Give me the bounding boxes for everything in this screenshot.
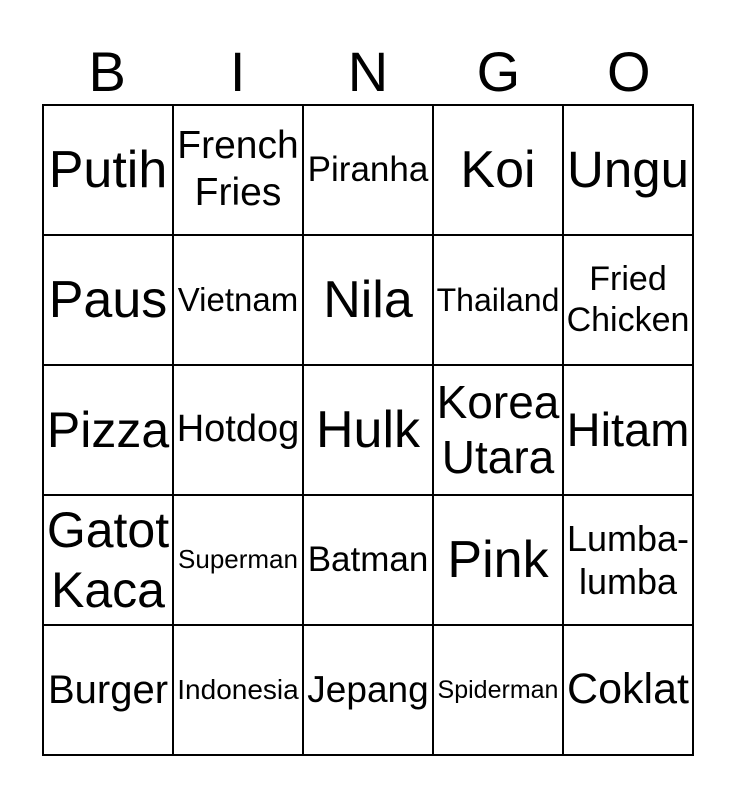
bingo-cell[interactable]: French Fries [173, 105, 303, 235]
bingo-cell[interactable]: Superman [173, 495, 303, 625]
bingo-title-letter: I [229, 40, 246, 103]
bingo-cell[interactable]: Hotdog [173, 365, 303, 495]
bingo-cell[interactable]: Ungu [563, 105, 693, 235]
bingo-cell[interactable]: Burger [43, 625, 173, 755]
bingo-cell[interactable]: Indonesia [173, 625, 303, 755]
bingo-cell[interactable]: Coklat [563, 625, 693, 755]
bingo-cell[interactable]: Lumba-lumba [563, 495, 693, 625]
bingo-cell[interactable]: Piranha [303, 105, 433, 235]
bingo-cell[interactable]: Paus [43, 235, 173, 365]
bingo-cell[interactable]: Pizza [43, 365, 173, 495]
bingo-cell[interactable]: Thailand [433, 235, 563, 365]
bingo-cell[interactable]: Nila [303, 235, 433, 365]
bingo-title-letter: B [88, 40, 126, 103]
bingo-title-letter: N [347, 40, 389, 103]
bingo-cell[interactable]: Hitam [563, 365, 693, 495]
bingo-grid [42, 104, 694, 756]
bingo-cell[interactable]: Jepang [303, 625, 433, 755]
bingo-title [42, 40, 694, 103]
bingo-title-letter: G [476, 40, 521, 103]
bingo-cell[interactable]: Vietnam [173, 235, 303, 365]
bingo-cell[interactable]: Spiderman [433, 625, 563, 755]
bingo-cell[interactable]: Gatot Kaca [43, 495, 173, 625]
bingo-cell[interactable]: Pink [433, 495, 563, 625]
bingo-cell[interactable]: Fried Chicken [563, 235, 693, 365]
bingo-cell[interactable]: Putih [43, 105, 173, 235]
bingo-cell[interactable]: Batman [303, 495, 433, 625]
bingo-title-letter: O [607, 40, 651, 103]
bingo-cell[interactable]: Korea Utara [433, 365, 563, 495]
bingo-cell[interactable]: Hulk [303, 365, 433, 495]
bingo-cell[interactable]: Koi [433, 105, 563, 235]
